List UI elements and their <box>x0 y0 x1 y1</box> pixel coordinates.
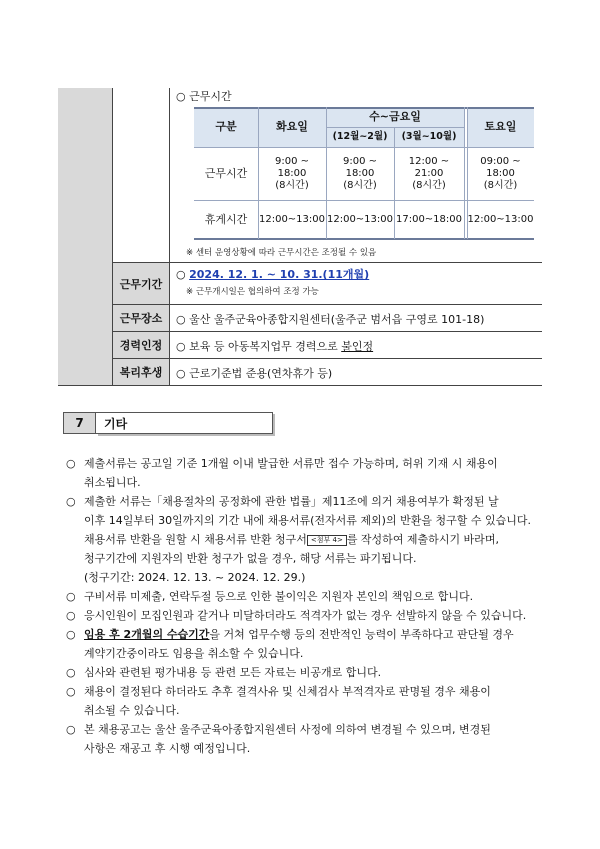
sched-row-work-text: 근무시간 <box>204 166 248 180</box>
sched-break-winter <box>326 200 394 239</box>
table-border <box>112 262 542 263</box>
work-tue-hours: (8시간) <box>275 179 309 191</box>
p7-line1: 채용이 결정된다 하더라도 추후 결격사유 및 신체검사 부적격자로 판명될 경우 채용이 <box>84 685 491 698</box>
bullet-icon: ○ <box>66 609 76 622</box>
work-summer-end: 21:00 <box>414 167 444 179</box>
table-border <box>112 331 542 332</box>
sched-header-summer-text: (3월~10월) <box>401 131 457 142</box>
sched-grid <box>194 107 534 109</box>
sched-work-winter <box>326 147 394 200</box>
note-item-2 <box>66 492 546 587</box>
work-summer-start: 12:00 ~ <box>408 155 450 167</box>
label-career <box>113 332 169 358</box>
sched-row-break-label <box>194 200 258 239</box>
work-winter-hours: (8시간) <box>343 179 377 191</box>
p2-line3b: 를 작성하여 제출하시기 바라며, <box>346 533 499 546</box>
section-number: 7 <box>63 412 96 434</box>
sched-grid <box>194 238 534 240</box>
sched-grid <box>326 107 327 239</box>
sched-break-sat <box>467 200 534 239</box>
place-value: ○ 울산 울주군육아종합지원센터(울주군 범서읍 구영로 101-18) <box>176 313 485 326</box>
bullet-icon: ○ <box>66 723 76 736</box>
p1-line2: 취소됩니다. <box>84 476 141 489</box>
sched-header-wedthu <box>326 107 464 127</box>
break-summer-text: 17:00~18:00 <box>395 213 462 225</box>
p8-line2: 사항은 재공고 후 시행 예정입니다. <box>84 742 251 755</box>
bullet-icon: ○ <box>66 685 76 698</box>
sched-work-sat <box>467 147 534 200</box>
label-career-text: 경력인정 <box>119 339 163 352</box>
label-place <box>113 305 169 331</box>
p4-line1: 응시인원이 모집인원과 같거나 미달하더라도 적격자가 없는 경우 선발하지 않을 수 있습니다. <box>84 609 527 622</box>
break-winter-text: 12:00~13:00 <box>326 213 393 225</box>
sched-row-break-text: 휴게시간 <box>204 212 248 226</box>
break-tue-text: 12:00~13:00 <box>258 213 325 225</box>
work-winter-end: 18:00 <box>345 167 375 179</box>
p2-line2: 이후 14일부터 30일까지의 기간 내에 채용서류(전자서류 제외)의 반환을 청구할 수 있습니다. <box>84 514 531 527</box>
period-circle: ○ <box>176 268 186 281</box>
sched-header-wedthu-winter <box>326 127 394 147</box>
bullet-icon: ○ <box>66 628 76 641</box>
sched-row-work-label <box>194 147 258 200</box>
bullet-icon: ○ <box>66 666 76 679</box>
note-item-8 <box>66 720 546 758</box>
sched-header-category-text: 구분 <box>215 120 237 133</box>
label-welfare <box>113 359 169 385</box>
schedule-table <box>194 107 534 239</box>
p3-line1: 구비서류 미제출, 연락두절 등으로 인한 불이익은 지원자 본인의 책임으로 합니다. <box>84 590 474 603</box>
sched-grid <box>394 127 395 239</box>
sched-break-tue <box>258 200 326 239</box>
work-winter-start: 9:00 ~ <box>342 155 377 167</box>
sched-header-sat <box>467 107 534 147</box>
period-note: ※ 근무개시일은 협의하여 조정 가능 <box>186 287 319 297</box>
p5-line2: 계약기간중이라도 임용을 취소할 수 있습니다. <box>84 647 304 660</box>
work-sat-hours: (8시간) <box>483 179 518 191</box>
sched-header-sat-text: 토요일 <box>484 120 517 133</box>
note-item-1 <box>66 454 546 492</box>
p5-emph: 임용 후 2개월의 수습기간 <box>84 628 210 641</box>
attachment-ref: <첨부 4> <box>307 535 347 546</box>
p1-line1: 제출서류는 공고일 기준 1개월 이내 발급한 서류만 접수 가능하며, 허위 기재 시 채용이 <box>84 457 498 470</box>
schedule-note: ※ 센터 운영상황에 따라 근무시간은 조정될 수 있음 <box>186 248 377 258</box>
sched-header-tue-text: 화요일 <box>276 120 308 133</box>
sched-grid <box>467 107 468 239</box>
p2-line3a: 채용서류 반환을 원할 시 채용서류 반환 청구서 <box>84 533 307 546</box>
sched-grid <box>194 200 534 201</box>
sched-grid <box>326 127 464 128</box>
sched-header-wedthu-summer <box>394 127 464 147</box>
note-item-7 <box>66 682 546 720</box>
table-border <box>169 88 170 385</box>
p2-line5: (청구기간: 2024. 12. 13. ~ 2024. 12. 29.) <box>84 571 306 584</box>
p2-line4: 청구기간에 지원자의 반환 청구가 없을 경우, 해당 서류는 파기됩니다. <box>84 552 417 565</box>
period-link[interactable]: 2024. 12. 1. ~ 10. 31.(11개월) <box>189 268 370 281</box>
table-border <box>112 88 113 385</box>
period-value <box>176 266 369 282</box>
note-item-3 <box>66 587 546 606</box>
bullet-icon: ○ <box>66 457 76 470</box>
work-tue-start: 9:00 ~ <box>274 155 309 167</box>
label-period <box>113 263 169 304</box>
career-prefix: ○ 보육 등 아동복지업무 경력으로 <box>176 340 342 353</box>
label-place-text: 근무장소 <box>119 312 163 325</box>
label-welfare-text: 복리후생 <box>119 366 163 379</box>
label-period-text: 근무기간 <box>119 277 163 291</box>
note-item-4 <box>66 606 546 625</box>
schedule-heading: ○ 근무시간 <box>176 90 232 103</box>
p6-line1: 심사와 관련된 평가내용 등 관련 모든 자료는 비공개로 합니다. <box>84 666 382 679</box>
career-emph: 불인정 <box>341 340 374 353</box>
sched-work-tue <box>258 147 326 200</box>
p7-line2: 취소될 수 있습니다. <box>84 704 180 717</box>
sched-grid <box>464 107 465 239</box>
welfare-value: ○ 근로기준법 준용(연차휴가 등) <box>176 367 333 380</box>
sched-grid <box>258 107 259 239</box>
break-sat-text: 12:00~13:00 <box>467 213 534 225</box>
work-summer-hours: (8시간) <box>412 179 446 191</box>
note-item-6 <box>66 663 546 682</box>
sched-header-winter-text: (12월~2월) <box>332 131 388 142</box>
sched-header-wedthu-text: 수~금요일 <box>369 110 421 123</box>
bullet-icon: ○ <box>66 495 76 508</box>
work-sat-end: 18:00 <box>486 167 515 179</box>
section-title: 기타 <box>96 412 273 434</box>
sched-grid <box>194 147 534 148</box>
table-border <box>112 304 542 305</box>
sched-header-tue <box>258 107 326 147</box>
work-sat-start: 09:00 ~ <box>480 155 521 167</box>
sched-work-summer <box>394 147 464 200</box>
note-item-5 <box>66 625 546 663</box>
work-tue-end: 18:00 <box>277 167 307 179</box>
p2-line1: 제출한 서류는「채용절차의 공정화에 관한 법률」제11조에 의거 채용여부가 확정된 날 <box>84 495 499 508</box>
bullet-icon: ○ <box>66 590 76 603</box>
p8-line1: 본 채용공고는 울산 울주군육아종합지원센터 사정에 의하여 변경될 수 있으며, 변경된 <box>84 723 491 736</box>
sched-header-category <box>194 107 258 147</box>
p5-line1b: 을 거쳐 업무수행 등의 전반적인 능력이 부족하다고 판단될 경우 <box>209 628 514 641</box>
career-value <box>176 338 373 354</box>
table-border <box>58 385 542 386</box>
table-left-shade <box>58 88 112 385</box>
table-border <box>112 358 542 359</box>
sched-break-summer <box>394 200 464 239</box>
